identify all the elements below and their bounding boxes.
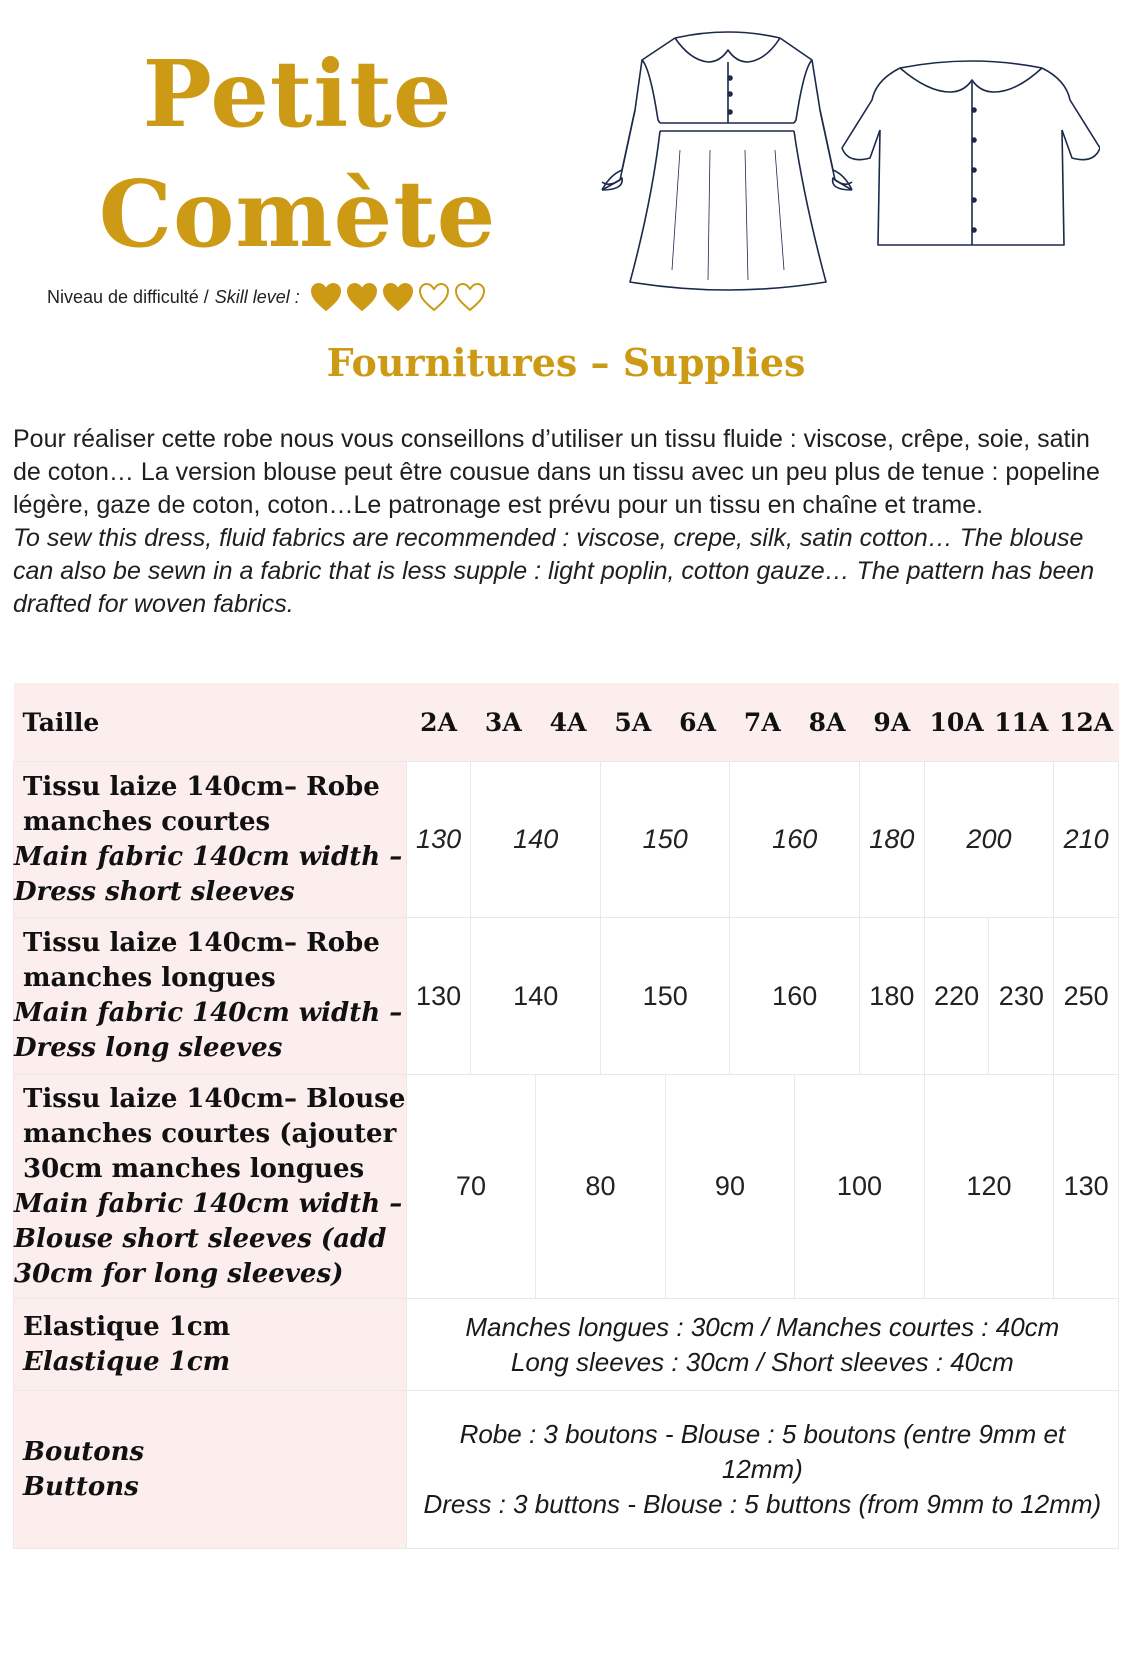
elastic-label-fr: Elastique 1cm [23,1311,231,1342]
row2-value: 250 [1054,918,1119,1075]
table-row [14,762,1119,918]
row2-value: 140 [471,918,601,1075]
row3-value: 90 [665,1075,795,1299]
size-header-row [14,683,1119,762]
intro-fr: Pour réaliser cette robe nous vous conseillons d’utiliser un tissu fluide : viscose, crêpe, soie, satin de coton… La version blouse peut être cousue dans un tissu avec un peu plus de tenue : popeline légère, gaze de coton, coton…Le patronage est prévu pour un tissu en chaîne et trame. [13,425,1100,519]
buttons-text-en: Dress : 3 buttons - Blouse : 5 buttons (from 9mm to 12mm) [423,1489,1102,1519]
row1-label [14,762,407,918]
table-row [14,1299,1119,1391]
table-row [14,1075,1119,1299]
row3-label-en: Main fabric 140cm width – Blouse short sleeves (add 30cm for long sleeves) [14,1188,403,1289]
row3-value: 120 [924,1075,1054,1299]
size-2a: 2A [406,683,471,762]
skill-label-fr: Niveau de difficulté / [47,286,209,307]
section-title: Fournitures – Supplies [326,340,806,385]
size-4a: 4A [536,683,601,762]
title-line-1: Petite [142,40,453,148]
row1-value: 200 [924,762,1054,918]
row1-value: 130 [406,762,471,918]
intro-en: To sew this dress, fluid fabrics are recommended : viscose, crepe, silk, satin cotton… The blouse can also be sewn in a fabric that is less supple : light poplin, cotton gauze… The pattern has been drafted for woven fabrics. [13,524,1095,618]
table-row [14,1391,1119,1549]
buttons-text-fr: Robe : 3 boutons - Blouse : 5 boutons (entre 9mm et 12mm) [459,1419,1066,1484]
row3-value: 80 [536,1075,666,1299]
filled-heart-icon [346,282,378,312]
skill-level [47,282,486,312]
row1-label-en: Main fabric 140cm width – Dress short sleeves [14,841,403,907]
row1-value: 150 [600,762,730,918]
row3-label [14,1075,407,1299]
elastic-label-en: Elastique 1cm [23,1346,231,1377]
size-5a: 5A [600,683,665,762]
intro-text [13,423,1113,621]
elastic-value [406,1299,1118,1391]
row1-value: 210 [1054,762,1119,918]
row1-value: 140 [471,762,601,918]
size-7a: 7A [730,683,795,762]
size-3a: 3A [471,683,536,762]
row2-value: 130 [406,918,471,1075]
row2-label-fr: Tissu laize 140cm– Robe manches longues [23,928,380,993]
buttons-label-en: Buttons [23,1471,139,1502]
empty-heart-icon [418,282,450,312]
filled-heart-icon [310,282,342,312]
filled-heart-icon [382,282,414,312]
skill-hearts [310,282,486,312]
size-8a: 8A [795,683,860,762]
row2-label-en: Main fabric 140cm width – Dress long sleeves [14,998,403,1063]
elastic-text-fr: Manches longues : 30cm / Manches courtes : 40cm [465,1311,1060,1342]
title-line-2: Comète [98,160,497,268]
dress-drawing-icon [602,32,852,290]
row3-value: 70 [406,1075,536,1299]
size-12a: 12A [1054,683,1119,762]
size-6a: 6A [665,683,730,762]
row3-value: 130 [1054,1075,1119,1299]
row1-label-fr: Tissu laize 140cm– Robe manches courtes [23,771,380,837]
row1-value: 180 [859,762,924,918]
elastic-label [14,1299,407,1391]
buttons-label [14,1391,407,1549]
table-row [14,918,1119,1075]
row2-value: 220 [924,918,989,1075]
row2-value: 180 [859,918,924,1075]
row3-value: 100 [795,1075,925,1299]
row2-value: 230 [989,918,1054,1075]
row2-value: 160 [730,918,860,1075]
row1-value: 160 [730,762,860,918]
row2-label [14,918,407,1075]
empty-heart-icon [454,282,486,312]
size-10a: 10A [924,683,989,762]
row2-value: 150 [600,918,730,1075]
size-label: Taille [14,683,407,762]
size-11a: 11A [989,683,1054,762]
elastic-text-en: Long sleeves : 30cm / Short sleeves : 40cm [510,1346,1014,1377]
blouse-drawing-icon [842,61,1100,245]
skill-label-en: Skill level : [214,286,300,307]
buttons-label-fr: Boutons [23,1436,145,1467]
row3-label-fr: Tissu laize 140cm– Blouse manches courtes (ajouter 30cm manches longues [23,1083,406,1184]
buttons-value [406,1391,1118,1549]
supplies-table [13,683,1119,1549]
garment-illustrations [580,20,1100,320]
size-9a: 9A [859,683,924,762]
